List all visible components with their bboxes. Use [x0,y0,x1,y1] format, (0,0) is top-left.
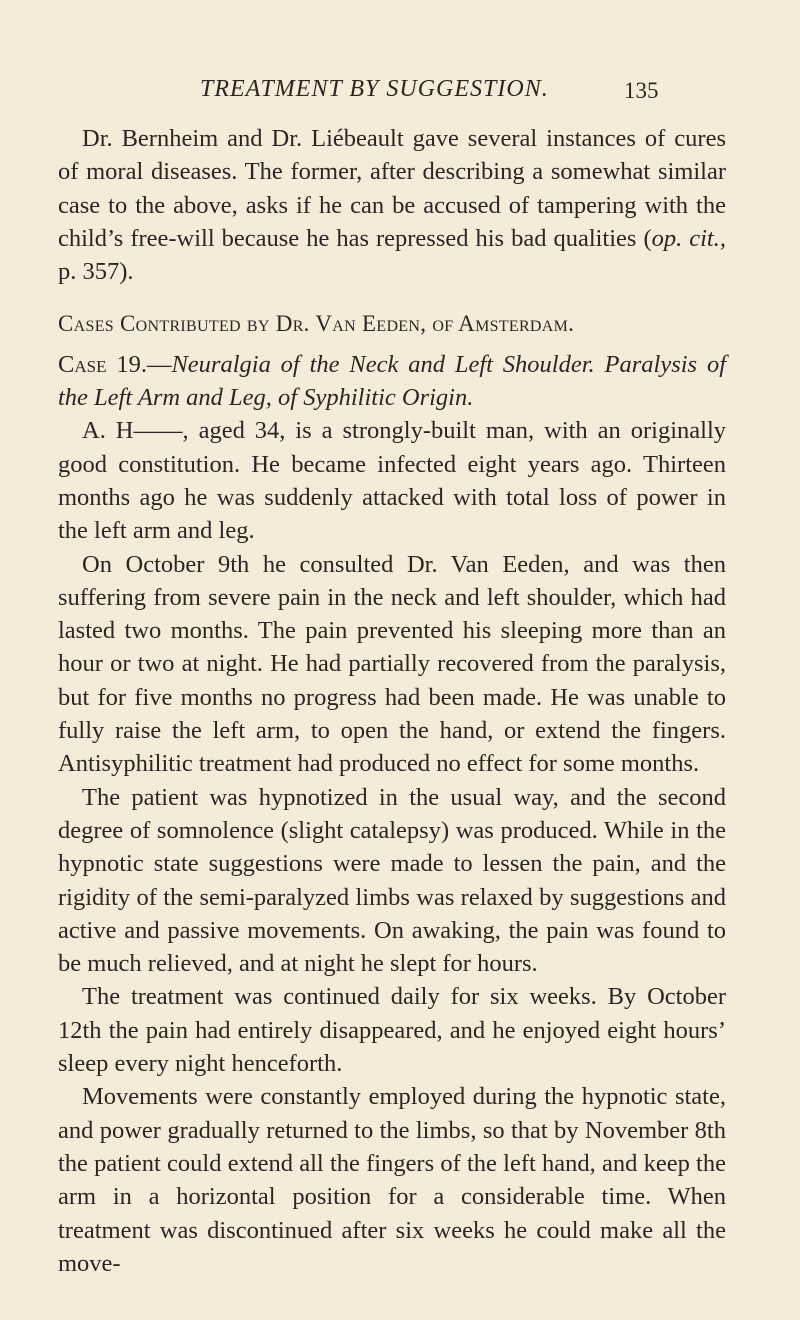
case-heading [58,348,726,415]
section-heading: Cases Contributed by Dr. Van Eeden, of Amsterdam. [58,311,575,337]
paragraph-consultation: On October 9th he consulted Dr. Van Eeden, and was then suffering from severe pain in the neck and left shoulder, which had lasted two months. The pain prevented his sleeping more than an hour or two at night. He had partially recovered from the paralysis, but for five months no progress had been made. He was unable to fully raise the left arm, to open the hand, or extend the fingers. Antisyphilitic treatment had produced no effect for some months. [58,550,726,778]
paragraph-patient-history: A. H——, aged 34, is a strongly-built man, with an originally good constitution. He became infected eight years ago. Thirteen months ago he was suddenly attacked with total loss of power in the left arm and leg. [58,417,726,545]
intro-text-1: Dr. Bernheim and Dr. Liébeault gave several instances of cures of moral diseases. The former, after describing a somewhat similar case to the above, asks if he can be accused of tampering with the child’s free-will because he has repressed his bad qualities ( [58,125,726,252]
citation: op. cit., [651,224,726,252]
intro-text-2: p. 357). [58,258,134,286]
case-title: Neuralgia of the Neck and Left Shoulder. Paralysis of the Left Arm and Leg, of Syphilitic Origin. [58,350,726,412]
case-label: Case 19. [58,350,147,378]
case-dash: — [146,350,172,378]
paragraph-movements: Movements were constantly employed during the hypnotic state, and power gradually returned to the limbs, so that by November 8th the patient could extend all the fingers of the left hand, and keep the arm in a horizontal position for a considerable time. When treatment was discontinued after six weeks he could make all the move- [58,1083,726,1277]
body-text [58,122,726,1280]
paragraph-hypnosis: The patient was hypnotized in the usual way, and the second degree of somnolence (slight catalepsy) was produced. While in the hypnotic state suggestions were made to lessen the pain, and the rigidity of the semi-paralyzed limbs was relaxed by suggestions and active and passive movements. On awaking, the pain was found to be much relieved, and at night he slept for hours. [58,783,726,978]
page-number: 135 [624,78,659,103]
paragraph-treatment: The treatment was continued daily for six weeks. By October 12th the pain had entirely disappeared, and he enjoyed eight hours’ sleep every night henceforth. [58,983,726,1078]
intro-paragraph [58,122,726,288]
running-title: TREATMENT BY SUGGESTION. [200,76,549,102]
